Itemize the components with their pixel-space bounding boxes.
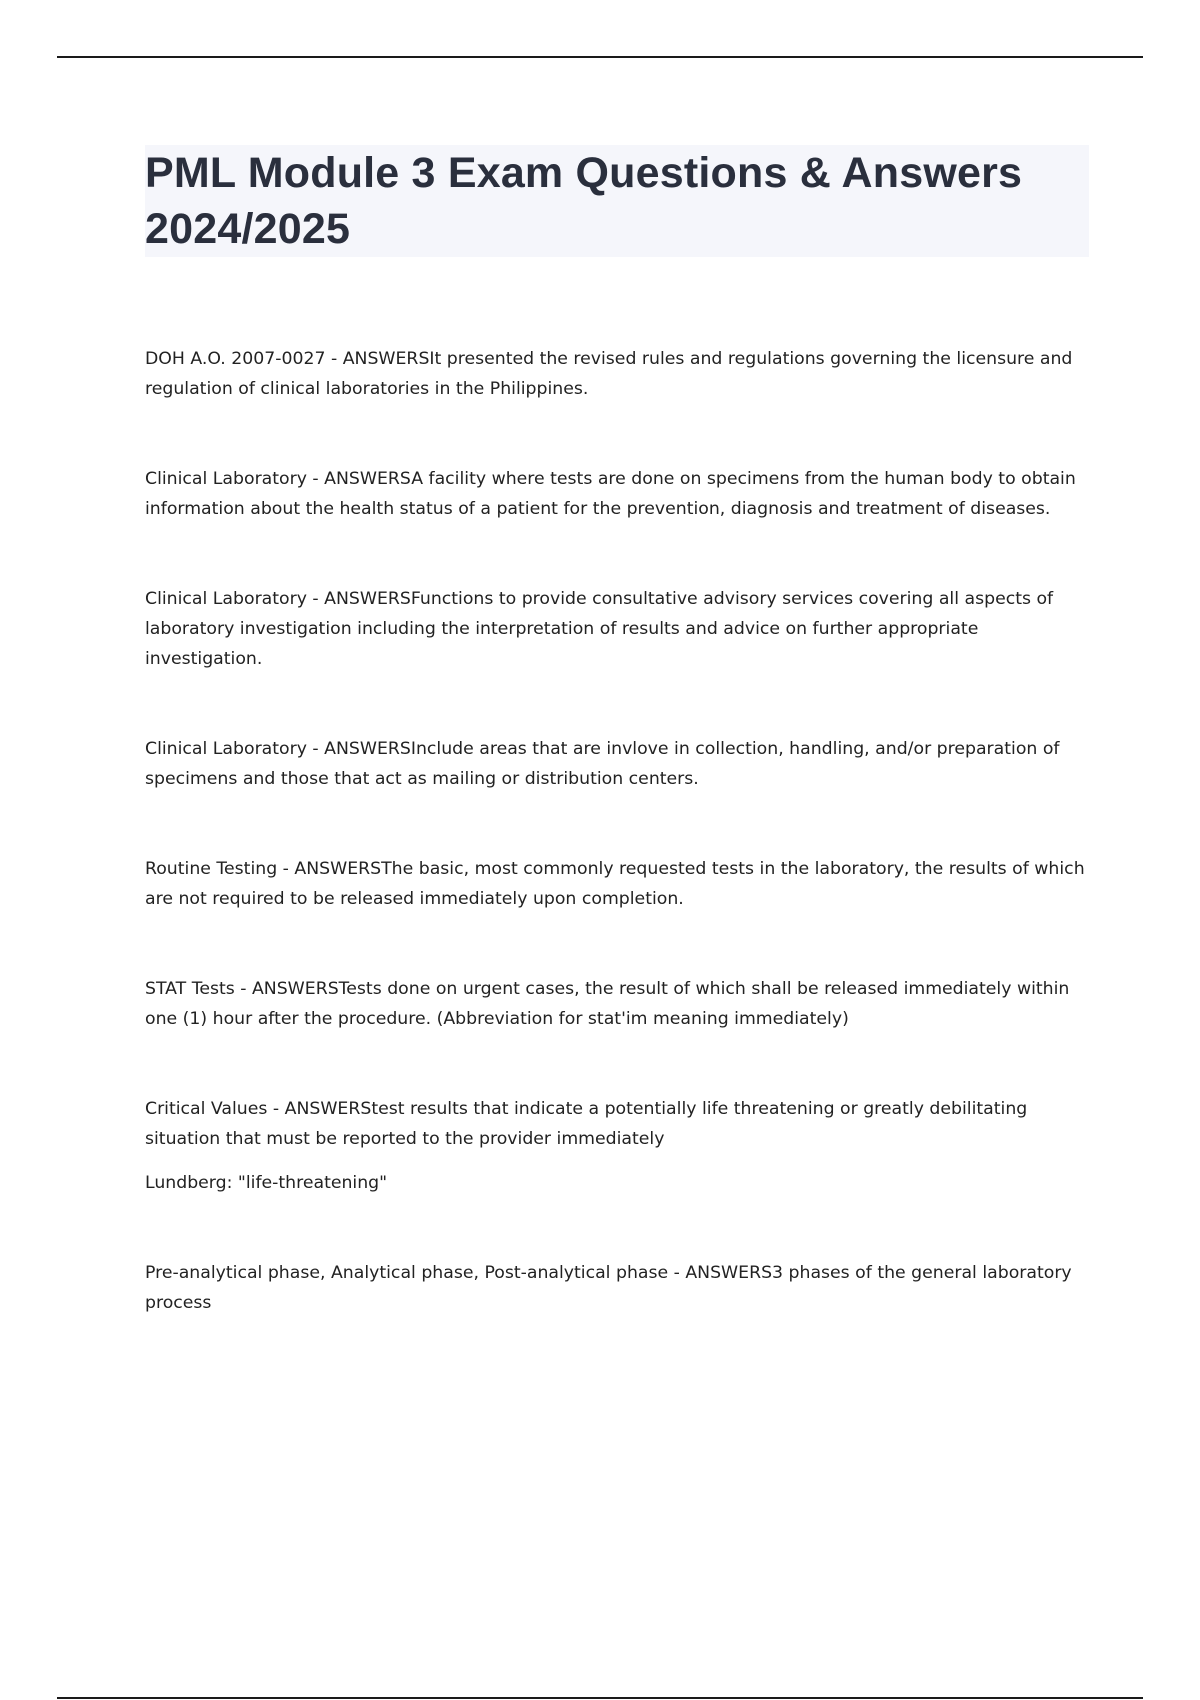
header-rule: [57, 56, 1143, 58]
qa-entry-note: Lundberg: "life-threatening": [145, 1173, 388, 1193]
qa-entry: Clinical Laboratory - ANSWERSA facility where tests are done on specimens from the human body to obtain information about the health status of a patient for the prevention, diagnosis and treatment of diseases.: [145, 469, 1076, 519]
qa-entry: DOH A.O. 2007-0027 - ANSWERSIt presented the revised rules and regulations governing the licensure and regulation of clinical laboratories in the Philippines.: [145, 349, 1073, 399]
qa-entry: Pre-analytical phase, Analytical phase, Post-analytical phase - ANSWERS3 phases of the general laboratory process: [145, 1263, 1072, 1313]
footer-rule: [57, 1697, 1143, 1699]
qa-list: [145, 344, 1089, 1318]
qa-entry: Clinical Laboratory - ANSWERSFunctions to provide consultative advisory services covering all aspects of laboratory investigation including the interpretation of results and advice on further appropriate investigation.: [145, 589, 1054, 669]
qa-entry: STAT Tests - ANSWERSTests done on urgent cases, the result of which shall be released immediately within one (1) hour after the procedure. (Abbreviation for stat'im meaning immediately): [145, 979, 1070, 1029]
qa-entry: Clinical Laboratory - ANSWERSInclude areas that are invlove in collection, handling, and/or preparation of specimens and those that act as mailing or distribution centers.: [145, 739, 1060, 789]
page-title: PML Module 3 Exam Questions & Answers 2024/2025: [145, 149, 1023, 253]
title-banner: [145, 145, 1089, 257]
qa-entry: Critical Values - ANSWERStest results that indicate a potentially life threatening or greatly debilitating situation that must be reported to the provider immediately: [145, 1099, 1028, 1149]
qa-entry: Routine Testing - ANSWERSThe basic, most commonly requested tests in the laboratory, the results of which are not required to be released immediately upon completion.: [145, 859, 1085, 909]
